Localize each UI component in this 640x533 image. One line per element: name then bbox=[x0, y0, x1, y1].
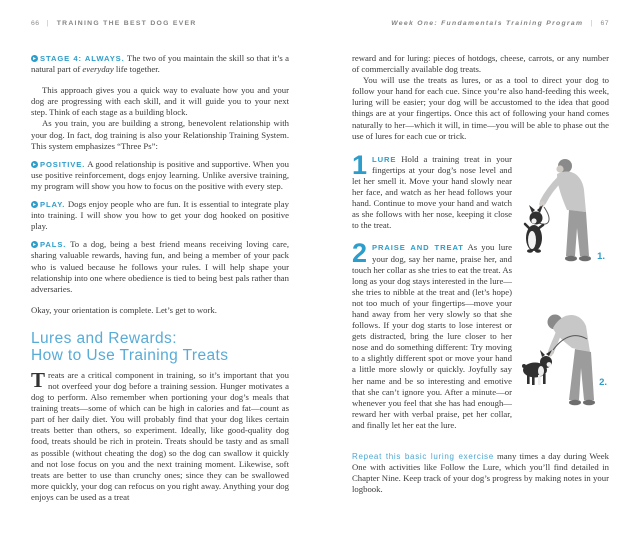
photo-1-label: 1. bbox=[597, 250, 605, 262]
step-1-label: LURE bbox=[372, 154, 397, 164]
stage-4-paragraph bbox=[31, 53, 289, 75]
pals-text: To a dog, being a best friend means receiving loving care, sharing valuable rewards, having fun, and being a member of your pack who is valued because he follows your rules. I will help shape your relationship into one where obedience is tied to being best pals rather than adversaries. bbox=[31, 239, 289, 294]
positive-text: A good relationship is positive and supportive. When you use positive reinforcement, dogs enjoy learning. Unlike aversive training, my program will show you how to focus on the positive with every step. bbox=[31, 158, 289, 191]
bullet-play bbox=[31, 199, 289, 232]
play-text: Dogs enjoy people who are fun. It is essential to integrate play into training. I will show you how to get your dog hooked on positive play. bbox=[31, 199, 289, 232]
step-1-text: Hold a training treat in your fingertips at your dog’s nose level and let her smell it. Move your hand slowly near her face, and watch as her head follows your hand. Continue to move your hand and watch as she follows with her nose, keeping it close to the treat. bbox=[352, 153, 512, 231]
page-left bbox=[31, 20, 289, 525]
folio-left: 66 bbox=[31, 20, 40, 27]
steps-column bbox=[352, 149, 512, 442]
final-paragraph-rest: many times a day during Week One with activities like Follow the Lure, which you’ll find detailed in Chapter Nine. Keep track of your dog’s progress by making notes in your logbook. bbox=[352, 451, 609, 495]
running-head-left bbox=[31, 20, 289, 29]
page-right bbox=[352, 20, 609, 525]
running-head-separator-right: | bbox=[590, 20, 594, 27]
running-head-separator: | bbox=[46, 20, 50, 27]
photo-woman-luring-dog-standing bbox=[519, 154, 607, 266]
section-heading-line1: Lures and Rewards: bbox=[31, 329, 177, 347]
pals-label: PALS. bbox=[40, 240, 67, 250]
paragraph-evaluate: This approach gives you a quick way to evaluate how you and your dog are progressing with each skill, and it will guide you to your next step. Think of each stage as a building block. bbox=[31, 85, 289, 118]
training-photo-lure-hold bbox=[519, 154, 607, 266]
step-1 bbox=[352, 149, 512, 232]
stage-4-text-italic: everyday bbox=[82, 64, 114, 75]
running-head-title-left: TRAINING THE BEST DOG EVER bbox=[56, 20, 197, 27]
closing-line: Okay, your orientation is complete. Let’s get to work. bbox=[31, 304, 217, 315]
section-heading-line2: How to Use Training Treats bbox=[31, 347, 229, 365]
paragraph-lures: You will use the treats as lures, or as a tool to direct your dog to follow your hand for each cue. Since you’re also hand-feeding this week, luring will be easier; your dog will be accustomed to the idea that good things are at your fingertips. Once this act of following your hand comes naturally to her—which it will, in time—you will be able to phase out the use of lures for each cue or trick. bbox=[352, 75, 609, 141]
training-photo-lure-follow bbox=[519, 286, 607, 414]
play-bullet-icon bbox=[31, 200, 38, 207]
positive-bullet-icon bbox=[31, 160, 38, 167]
bullet-pals bbox=[31, 239, 289, 294]
positive-label: POSITIVE. bbox=[40, 159, 86, 169]
right-body-copy bbox=[352, 53, 609, 495]
steps-and-photos bbox=[352, 149, 609, 442]
stage-4-text-post: life together. bbox=[113, 64, 160, 75]
running-head-right bbox=[352, 20, 609, 29]
photo-2-label: 2. bbox=[599, 376, 607, 388]
stage-4-text-pre: The two of you maintain the skill so that it’s a natural part of bbox=[31, 53, 289, 75]
step-2 bbox=[352, 238, 512, 431]
step-2-label: PRAISE AND TREAT bbox=[372, 243, 464, 253]
final-paragraph bbox=[352, 451, 609, 495]
step-1-number: 1 bbox=[352, 149, 368, 180]
left-body-copy bbox=[31, 53, 289, 503]
stage-bullet-icon bbox=[31, 54, 38, 61]
section-heading bbox=[31, 330, 289, 365]
bullet-positive bbox=[31, 159, 289, 192]
step-2-number: 2 bbox=[352, 238, 368, 269]
photos-column bbox=[519, 154, 609, 442]
step-2-text: As you lure your dog, say her name, praise her, and touch her collar as she tries to eat the treat. As long as your dog stays interested in the lure—she tries to nibble at the treat and (let’s hope) not too much of your fingertips—move your hand away from her very slowly so that she follows. If your dog starts to lose interest or gets distracted, bring the lure closer to her nose and do something different: Try moving to a slightly different spot or move your hand a little more slowly or quickly. Joyfully say her name and be so interesting and emotive that she can’t ignore you. After a minute—or whenever you feel that she has had enough—reward her with verbal praise, pet her collar, and finally let her eat the lure. bbox=[352, 242, 512, 430]
running-head-title-right: Week One: Fundamentals Training Program bbox=[391, 20, 584, 27]
pals-bullet-icon bbox=[31, 240, 38, 247]
treats-paragraph-text: reats are a critical component in training, so it’s important that you not overfeed your dog before a training session. Hunger motivates a dog to perform. Also remember when portioning your dog’s meals that training treats—some of which can be high in calories and fat—count as part of her daily diet. You will probably find that your dog likes certain treats better than others, so experiment. Ideally, like good-quality dog food, treats should be rich in protein. Treats should be tasty and as small as possible (without cheating the dog) so the dog can swallow it quickly and not lose focus on you and the next training moment. Likewise, soft treats are better to use than crunchy ones; since they can be swallowed more quickly, your dog can refocus on you right away. Anything your dog enjoys can be used as a treat bbox=[31, 369, 289, 502]
final-paragraph-lead: Repeat this basic luring exercise bbox=[352, 452, 494, 461]
photo-woman-luring-dog-following bbox=[519, 286, 607, 414]
paragraph-reward: reward and for luring: pieces of hotdogs, cheese, carrots, or any number of commercially available dog treats. bbox=[352, 53, 609, 75]
paragraph-relationship: As you train, you are building a strong, benevolent relationship with your dog. In fact, dog training is also your Relationship Training System. This system emphasizes “Three Ps”: bbox=[31, 118, 289, 151]
stage-4-label: STAGE 4: ALWAYS. bbox=[40, 54, 125, 63]
treats-paragraph bbox=[31, 367, 289, 503]
dropcap-t: T bbox=[31, 367, 46, 392]
play-label: PLAY. bbox=[40, 200, 66, 210]
folio-right: 67 bbox=[600, 20, 609, 27]
